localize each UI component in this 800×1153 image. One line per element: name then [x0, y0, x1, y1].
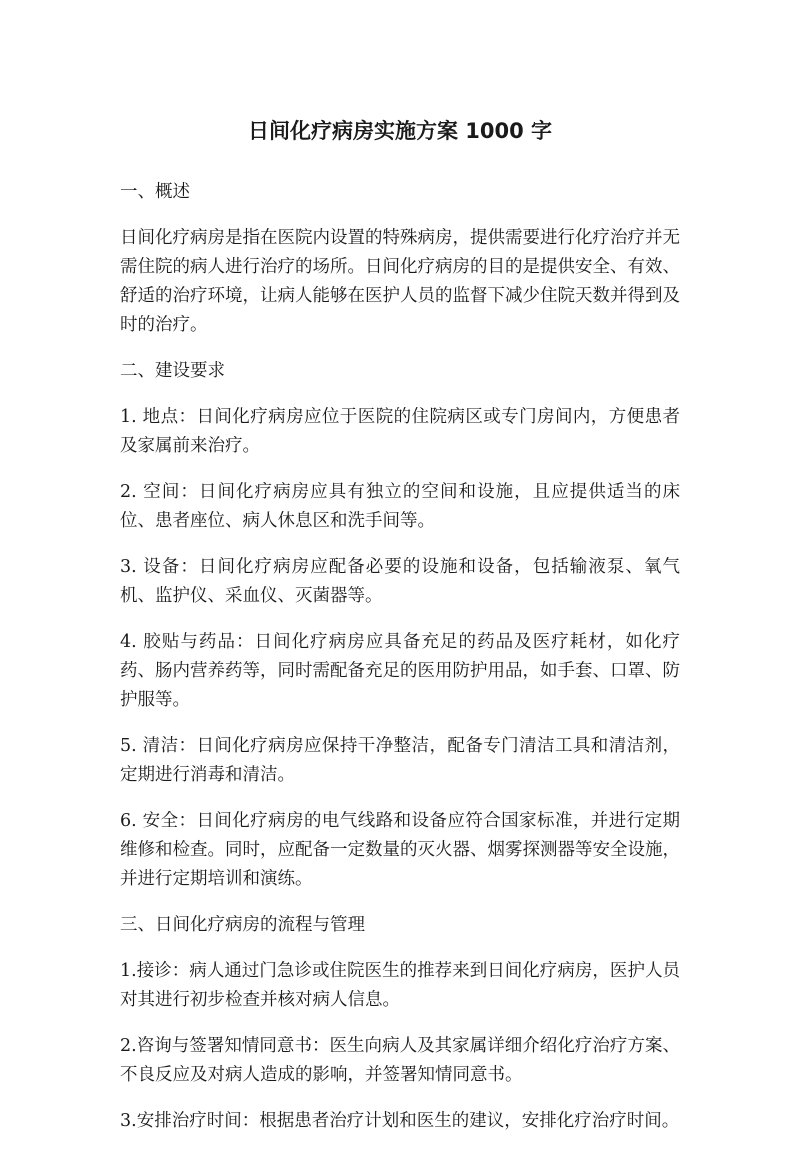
paragraph-safety: 6. 安全：日间化疗病房的电气线路和设备应符合国家标准，并进行定期维修和检查。同时，应配备一定数量的灭火器、烟雾探测器等安全设施，并进行定期培训和演练。 — [120, 811, 680, 889]
section-heading-overview: 一、概述 — [120, 182, 190, 202]
paragraph-space: 2. 空间：日间化疗病房应具有独立的空间和设施，且应提供适当的床位、患者座位、病人休息区和洗手间等。 — [120, 482, 680, 531]
paragraph-supplies: 4. 胶贴与药品：日间化疗病房应具备充足的药品及医疗耗材，如化疗药、肠内营养药等，同时需配备充足的医用防护用品，如手套、口罩、防护服等。 — [120, 632, 680, 710]
paragraph-cleaning: 5. 清洁：日间化疗病房应保持干净整洁，配备专门清洁工具和清洁剂，定期进行消毒和清洁。 — [120, 736, 680, 785]
paragraph-scheduling: 3.安排治疗时间：根据患者治疗计划和医生的建议，安排化疗治疗时间。 — [120, 1111, 680, 1131]
paragraph-consent: 2.咨询与签署知情同意书：医生向病人及其家属详细介绍化疗治疗方案、不良反应及对病人造成的影响，并签署知情同意书。 — [120, 1036, 680, 1085]
paragraph-equipment: 3. 设备：日间化疗病房应配备必要的设施和设备，包括输液泵、氧气机、监护仪、采血仪、灭菌器等。 — [120, 557, 680, 606]
section-heading-process: 三、日间化疗病房的流程与管理 — [120, 915, 365, 935]
section-heading-requirements: 二、建设要求 — [120, 361, 225, 381]
paragraph-location: 1. 地点：日间化疗病房应位于医院的住院病区或专门房间内，方便患者及家属前来治疗。 — [120, 407, 680, 456]
document-title: 日间化疗病房实施方案 1000 字 — [247, 119, 553, 143]
paragraph-reception: 1.接诊：病人通过门急诊或住院医生的推荐来到日间化疗病房，医护人员对其进行初步检查并核对病人信息。 — [120, 961, 680, 1010]
paragraph-overview: 日间化疗病房是指在医院内设置的特殊病房，提供需要进行化疗治疗并无需住院的病人进行治疗的场所。日间化疗病房的目的是提供安全、有效、舒适的治疗环境，让病人能够在医护人员的监督下减少住院天数并得到及时的治疗。 — [120, 228, 680, 335]
document-body — [120, 178, 680, 1153]
